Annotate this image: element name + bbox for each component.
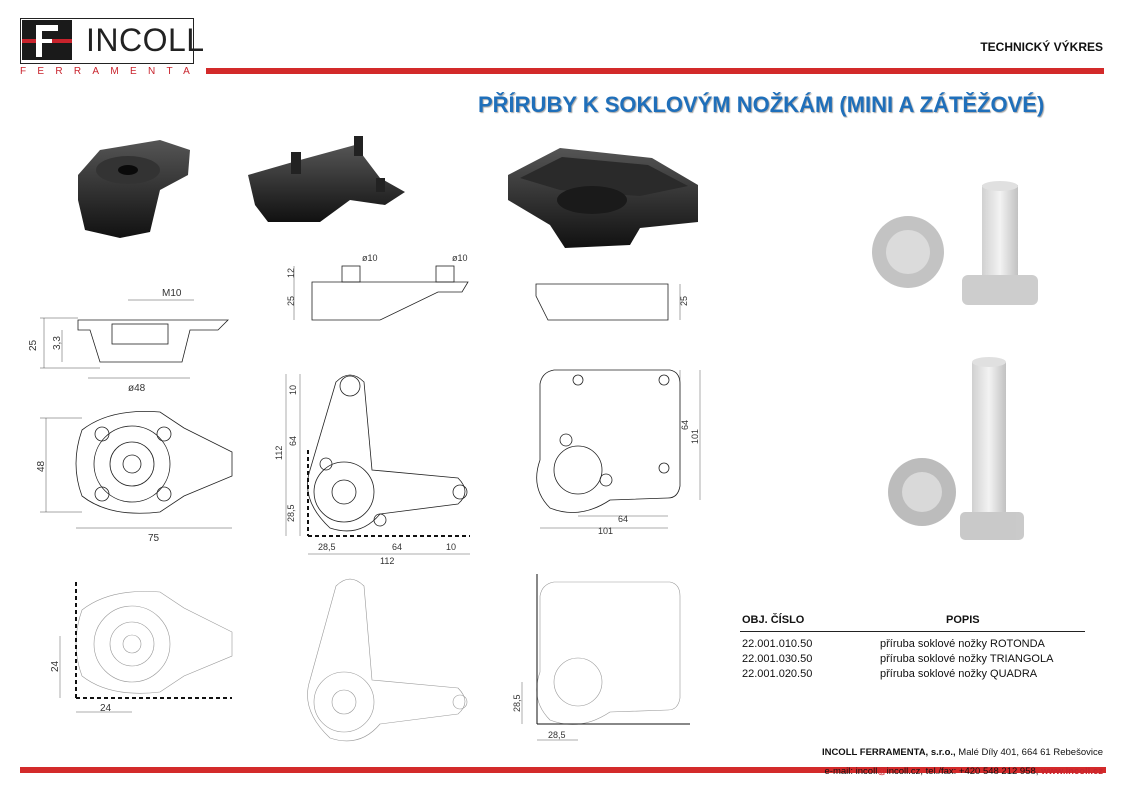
dim-tri-64-v: 64 bbox=[288, 435, 298, 446]
document-type: TECHNICKÝ VÝKRES bbox=[980, 40, 1103, 54]
dim-m10: M10 bbox=[162, 288, 182, 299]
quadra-wall-lines bbox=[537, 574, 690, 724]
dim-quad-101-h: 101 bbox=[598, 526, 614, 536]
rotonda-pos-dims bbox=[60, 636, 132, 712]
table-row-code: 22.001.020.50 bbox=[742, 668, 813, 680]
table-row-desc: příruba soklové nožky QUADRA bbox=[880, 668, 1038, 680]
brand-name: INCOLL bbox=[86, 22, 205, 58]
dim-quad-28-5-v: 28,5 bbox=[512, 694, 522, 712]
drawing-triangola-position bbox=[308, 579, 468, 741]
table-row-code: 22.001.030.50 bbox=[742, 653, 813, 665]
dim-rotonda-48: 48 bbox=[36, 460, 47, 472]
dim-rotonda-d48: ø48 bbox=[128, 383, 146, 394]
dim-rotonda-25: 25 bbox=[28, 339, 39, 351]
drawing-rotonda-position bbox=[76, 591, 232, 693]
drawing-rotonda-side bbox=[40, 300, 228, 378]
photo-leg-lower bbox=[888, 357, 1024, 540]
email-at: @ bbox=[877, 766, 887, 777]
dim-tri-112-h: 112 bbox=[380, 556, 395, 566]
dim-tri-112-v: 112 bbox=[274, 445, 284, 460]
drawing-triangola-side bbox=[294, 266, 468, 320]
table-row-desc: příruba soklové nožky TRIANGOLA bbox=[880, 653, 1054, 665]
photo-leg-upper bbox=[872, 181, 1038, 305]
dim-tri-28-5-h: 28,5 bbox=[318, 542, 336, 552]
footer-address bbox=[822, 747, 1103, 758]
table-row-desc: příruba soklové nožky ROTONDA bbox=[880, 638, 1045, 650]
drawing-triangola-top bbox=[308, 375, 468, 531]
street-address: Malé Díly 401, 664 61 Rebešovice bbox=[958, 747, 1103, 758]
dim-rotonda-24-h: 24 bbox=[100, 703, 112, 714]
table-divider bbox=[740, 631, 1085, 632]
dim-rotonda-3-3: 3,3 bbox=[52, 336, 63, 350]
dim-tri-25: 25 bbox=[286, 295, 296, 306]
col-header-code: OBJ. ČÍSLO bbox=[742, 614, 805, 626]
photo-triangola bbox=[248, 136, 405, 222]
dim-tri-64-h: 64 bbox=[392, 542, 403, 552]
photo-rotonda bbox=[78, 140, 190, 238]
company-name: INCOLL FERRAMENTA, s.r.o., bbox=[821, 747, 956, 758]
email-domain: incoll.cz, tel./fax: +420 548 212 958, bbox=[886, 766, 1039, 777]
dim-tri-12: 12 bbox=[286, 267, 296, 278]
dim-quad-25: 25 bbox=[679, 295, 689, 306]
dim-tri-d10-a: ø10 bbox=[362, 253, 378, 263]
dim-tri-10-v: 10 bbox=[288, 384, 298, 395]
drawing-quadra-top bbox=[537, 370, 680, 513]
drawing-quadra-position bbox=[537, 582, 680, 725]
page-title: PŘÍRUBY K SOKLOVÝM NOŽKÁM (MINI A ZÁTĚŽOVÉ) bbox=[478, 92, 1045, 117]
email-label: e-mail: incoll bbox=[824, 766, 878, 777]
table-row-code: 22.001.010.50 bbox=[742, 638, 813, 650]
photo-quadra bbox=[508, 148, 698, 248]
col-header-desc: POPIS bbox=[946, 614, 980, 626]
footer-contact bbox=[825, 766, 1103, 777]
drawing-quadra-side bbox=[536, 284, 680, 320]
dim-tri-10-h: 10 bbox=[446, 542, 457, 552]
dim-tri-28-5-v: 28,5 bbox=[286, 504, 296, 522]
triangola-dims bbox=[286, 374, 470, 554]
dim-rotonda-24-v: 24 bbox=[50, 660, 61, 672]
dim-tri-d10-b: ø10 bbox=[452, 253, 468, 263]
website-link[interactable]: www.incoll.cz bbox=[1041, 766, 1103, 777]
dim-quad-28-5-h: 28,5 bbox=[548, 730, 566, 740]
drawing-rotonda-top bbox=[40, 411, 232, 528]
brand-subtitle: FERRAMENTA bbox=[20, 66, 202, 77]
quadra-dims bbox=[540, 370, 700, 528]
dim-quad-64-v: 64 bbox=[680, 419, 690, 430]
dim-quad-101-v: 101 bbox=[690, 428, 700, 444]
dim-quad-64-h: 64 bbox=[618, 514, 629, 524]
dim-rotonda-75: 75 bbox=[148, 533, 160, 544]
